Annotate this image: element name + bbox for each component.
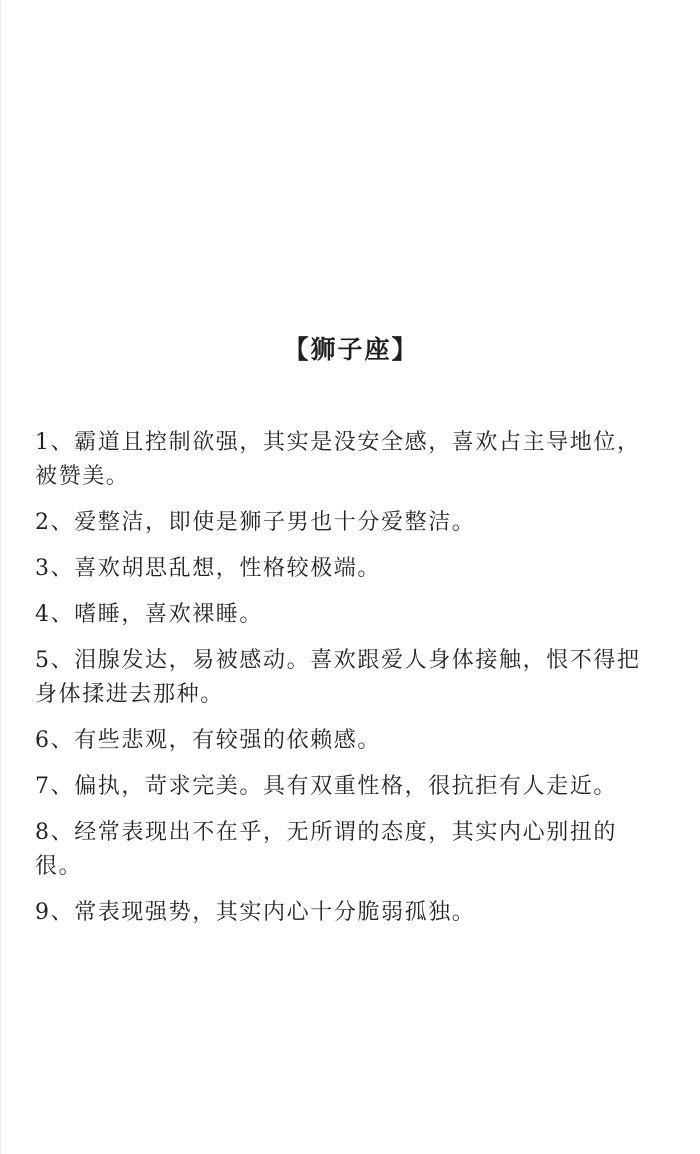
list-item: 8、经常表现出不在乎，无所谓的态度，其实内心别扭的很。 — [35, 820, 617, 879]
list-item: 4、嗜睡，喜欢裸睡。 — [35, 602, 263, 627]
list-item: 7、偏执，苛求完美。具有双重性格，很抗拒有人走近。 — [35, 774, 617, 799]
list-item: 3、喜欢胡思乱想，性格较极端。 — [35, 556, 381, 581]
page-title: 【狮子座】 — [283, 335, 419, 364]
list-item: 6、有些悲观，有较强的依赖感。 — [35, 728, 381, 753]
trait-list — [35, 426, 659, 942]
list-item: 5、泪腺发达，易被感动。喜欢跟爱人身体接触，恨不得把身体揉进去那种。 — [35, 648, 641, 707]
list-item: 2、爱整洁，即使是狮子男也十分爱整洁。 — [35, 510, 476, 535]
list-item: 9、常表现强势，其实内心十分脆弱孤独。 — [35, 900, 476, 925]
list-item: 1、霸道且控制欲强，其实是没安全感，喜欢占主导地位，被赞美。 — [35, 430, 641, 489]
